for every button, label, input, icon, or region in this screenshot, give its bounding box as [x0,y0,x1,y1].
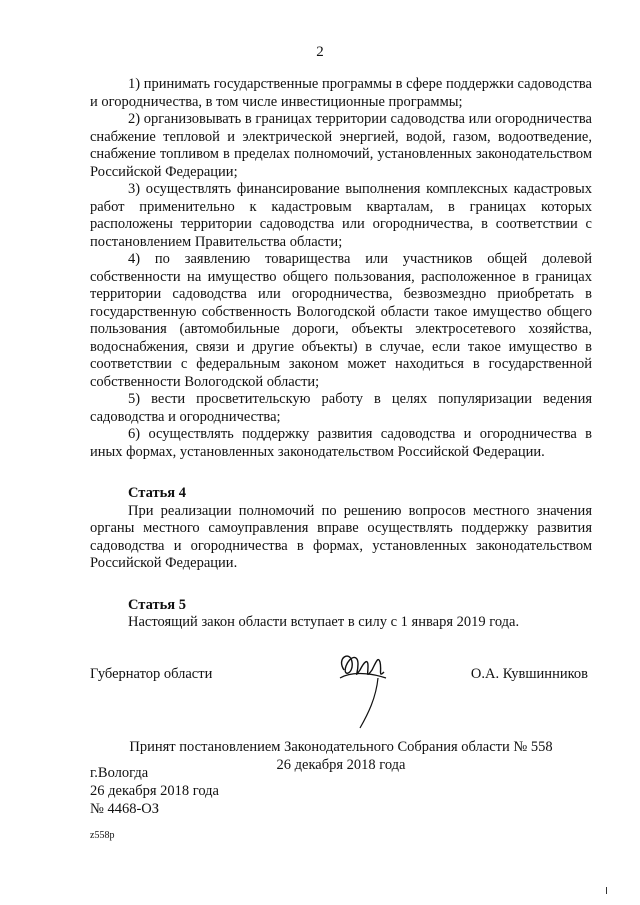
article-5 [90,597,592,632]
city: г.Вологда [90,765,149,781]
list-item: 6) осуществлять поддержку развития садоводства и огородничества в иных формах, установленных законодательством Российской Федерации. [90,426,592,460]
list-item: 4) по заявлению товарищества или участников общей долевой собственности на имущество общего пользования, расположенное в границах территории садоводства или огородничества, безвозмездно приобретать в государственную собственность Вологодской области такое имущество общего пользования (автомобильные дороги, объекты электросетевого хозяйства, водоснабжения, связи и другие объекты) в случае, если такое имущество в соответствии с федеральным законом может находиться в государственной собственности Вологодской области; [90,251,592,390]
article-4-title: Статья 4 [128,485,186,501]
law-number: № 4468-ОЗ [90,801,160,817]
article-5-text: Настоящий закон области вступает в силу с 1 января 2019 года. [128,614,520,630]
article-4 [90,485,592,573]
scan-mark [606,887,607,894]
list-item: 1) принимать государственные программы в сфере поддержки садоводства и огородничества, в том числе инвестиционные программы; [90,76,592,110]
adoption-line-1: Принят постановлением Законодательного Собрания области № 558 [129,739,553,755]
governor-name: О.А. Кувшинников [470,666,588,682]
article-4-text: При реализации полномочий по решению вопросов местного значения органы местного самоуправления вправе осуществлять поддержку развития садоводства и огородничества в формах, установленных законодательством Российской Федерации. [90,502,592,571]
document-code: z558p [90,830,115,841]
date: 26 декабря 2018 года [90,783,219,799]
adoption-line-2: 26 декабря 2018 года [276,757,406,773]
page-number: 2 [316,44,324,60]
list-item: 3) осуществлять финансирование выполнения комплексных кадастровых работ применительно к кадастровым кварталам, в границах которых расположены территории садоводства или огородничества, в соответствии с постановлением Правительства области; [90,181,592,250]
article-5-title: Статья 5 [128,596,186,613]
governor-title: Губернатор области [90,666,213,682]
handwritten-signature [332,648,396,730]
list-item: 2) организовывать в границах территории садоводства или огородничества снабжение тепловой и электрической энергией, водой, газом, водоотведение, снабжение топливом в пределах полномочий, установленных законодательством Российской Федерации; [90,111,592,180]
document-meta [90,764,219,818]
document-body [90,76,592,632]
list-item: 5) вести просветительскую работу в целях популяризации ведения садоводства и огородничества; [90,391,592,425]
